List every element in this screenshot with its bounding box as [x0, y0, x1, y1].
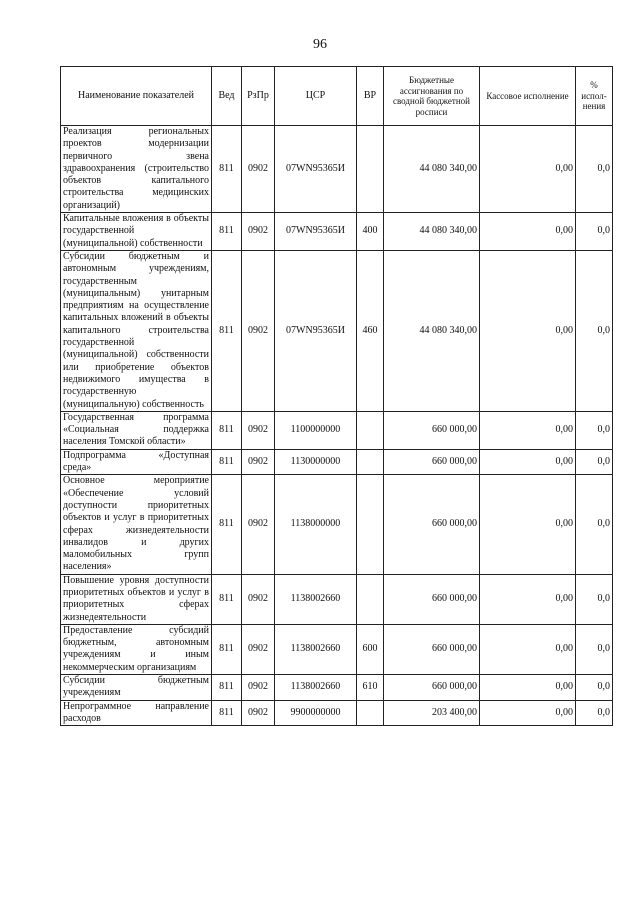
row-vr: 610 — [357, 675, 384, 701]
table-row — [61, 624, 613, 674]
table-row — [61, 213, 613, 251]
row-ved: 811 — [212, 250, 242, 411]
row-percent: 0,0 — [576, 213, 613, 251]
row-rzpr: 0902 — [242, 449, 275, 475]
header-percent: % испол-нения — [576, 67, 613, 126]
table-row — [61, 675, 613, 701]
row-assignments: 44 080 340,00 — [384, 213, 480, 251]
row-assignments: 660 000,00 — [384, 449, 480, 475]
row-csr: 07WN95365И — [275, 213, 357, 251]
row-cash: 0,00 — [480, 126, 576, 213]
row-csr: 1130000000 — [275, 449, 357, 475]
row-rzpr: 0902 — [242, 574, 275, 624]
row-assignments: 660 000,00 — [384, 574, 480, 624]
row-vr — [357, 574, 384, 624]
table-row — [61, 126, 613, 213]
row-percent: 0,0 — [576, 449, 613, 475]
row-assignments: 660 000,00 — [384, 411, 480, 449]
table-row — [61, 574, 613, 624]
header-csr: ЦСР — [275, 67, 357, 126]
row-vr — [357, 449, 384, 475]
row-csr: 1138002660 — [275, 574, 357, 624]
row-assignments: 660 000,00 — [384, 624, 480, 674]
header-vr: ВР — [357, 67, 384, 126]
row-cash: 0,00 — [480, 250, 576, 411]
header-ved: Вед — [212, 67, 242, 126]
row-name: Подпрограмма «Доступная среда» — [61, 449, 212, 475]
row-name: Капитальные вложения в объекты государственной (муниципальной) собственности — [61, 213, 212, 251]
row-rzpr: 0902 — [242, 700, 275, 726]
row-vr: 400 — [357, 213, 384, 251]
table-body — [61, 126, 613, 726]
row-rzpr: 0902 — [242, 475, 275, 574]
row-cash: 0,00 — [480, 574, 576, 624]
row-vr — [357, 700, 384, 726]
row-rzpr: 0902 — [242, 675, 275, 701]
row-name: Повышение уровня доступности приоритетных объектов и услуг в приоритетных сферах жизнедеятельности — [61, 574, 212, 624]
row-vr — [357, 126, 384, 213]
row-csr: 1100000000 — [275, 411, 357, 449]
row-rzpr: 0902 — [242, 213, 275, 251]
row-ved: 811 — [212, 624, 242, 674]
header-name: Наименование показателей — [61, 67, 212, 126]
row-cash: 0,00 — [480, 449, 576, 475]
row-cash: 0,00 — [480, 411, 576, 449]
row-ved: 811 — [212, 574, 242, 624]
header-assignments: Бюджетные ассигнования по сводной бюджетной росписи — [384, 67, 480, 126]
row-csr: 1138000000 — [275, 475, 357, 574]
row-ved: 811 — [212, 449, 242, 475]
row-assignments: 660 000,00 — [384, 675, 480, 701]
row-percent: 0,0 — [576, 411, 613, 449]
row-vr — [357, 411, 384, 449]
row-csr: 1138002660 — [275, 675, 357, 701]
row-cash: 0,00 — [480, 213, 576, 251]
row-cash: 0,00 — [480, 475, 576, 574]
row-csr: 07WN95365И — [275, 126, 357, 213]
row-cash: 0,00 — [480, 700, 576, 726]
row-cash: 0,00 — [480, 624, 576, 674]
table-row — [61, 411, 613, 449]
row-percent: 0,0 — [576, 475, 613, 574]
row-name: Предоставление субсидий бюджетным, автономным учреждениям и иным некоммерческим организациям — [61, 624, 212, 674]
row-rzpr: 0902 — [242, 126, 275, 213]
header-cash: Кассовое исполнение — [480, 67, 576, 126]
row-cash: 0,00 — [480, 675, 576, 701]
row-assignments: 44 080 340,00 — [384, 250, 480, 411]
row-name: Субсидии бюджетным и автономным учреждениям, государственным (муниципальным) унитарным предприятиям на осуществление капитальных вложений в объекты капитального строительства государственной (муниципальной) собственности или приобретение объектов недвижимого имущества в государственную (муниципальную) собственность — [61, 250, 212, 411]
row-assignments: 44 080 340,00 — [384, 126, 480, 213]
row-rzpr: 0902 — [242, 624, 275, 674]
row-ved: 811 — [212, 213, 242, 251]
row-csr: 9900000000 — [275, 700, 357, 726]
row-csr: 07WN95365И — [275, 250, 357, 411]
row-percent: 0,0 — [576, 700, 613, 726]
row-ved: 811 — [212, 675, 242, 701]
row-percent: 0,0 — [576, 126, 613, 213]
row-name: Основное мероприятие «Обеспечение условий доступности приоритетных объектов и услуг в приоритетных сферах жизнедеятельности инвалидов и других маломобильных групп населения» — [61, 475, 212, 574]
page-number: 96 — [313, 37, 327, 52]
row-vr: 600 — [357, 624, 384, 674]
row-ved: 811 — [212, 411, 242, 449]
table-row — [61, 475, 613, 574]
header-rzpr: РзПр — [242, 67, 275, 126]
row-percent: 0,0 — [576, 624, 613, 674]
row-percent: 0,0 — [576, 574, 613, 624]
row-assignments: 660 000,00 — [384, 475, 480, 574]
row-percent: 0,0 — [576, 675, 613, 701]
row-assignments: 203 400,00 — [384, 700, 480, 726]
row-vr: 460 — [357, 250, 384, 411]
row-name: Государственная программа «Социальная поддержка населения Томской области» — [61, 411, 212, 449]
budget-table — [60, 66, 613, 726]
row-ved: 811 — [212, 126, 242, 213]
row-name: Непрограммное направление расходов — [61, 700, 212, 726]
row-rzpr: 0902 — [242, 411, 275, 449]
table-row — [61, 700, 613, 726]
table-row — [61, 250, 613, 411]
row-ved: 811 — [212, 700, 242, 726]
row-rzpr: 0902 — [242, 250, 275, 411]
row-csr: 1138002660 — [275, 624, 357, 674]
table-row — [61, 449, 613, 475]
row-percent: 0,0 — [576, 250, 613, 411]
row-vr — [357, 475, 384, 574]
row-ved: 811 — [212, 475, 242, 574]
row-name: Субсидии бюджетным учреждениям — [61, 675, 212, 701]
header-row — [61, 67, 613, 126]
row-name: Реализация региональных проектов модернизации первичного звена здравоохранения (строительство объектов капитального строительства медицинских организаций) — [61, 126, 212, 213]
